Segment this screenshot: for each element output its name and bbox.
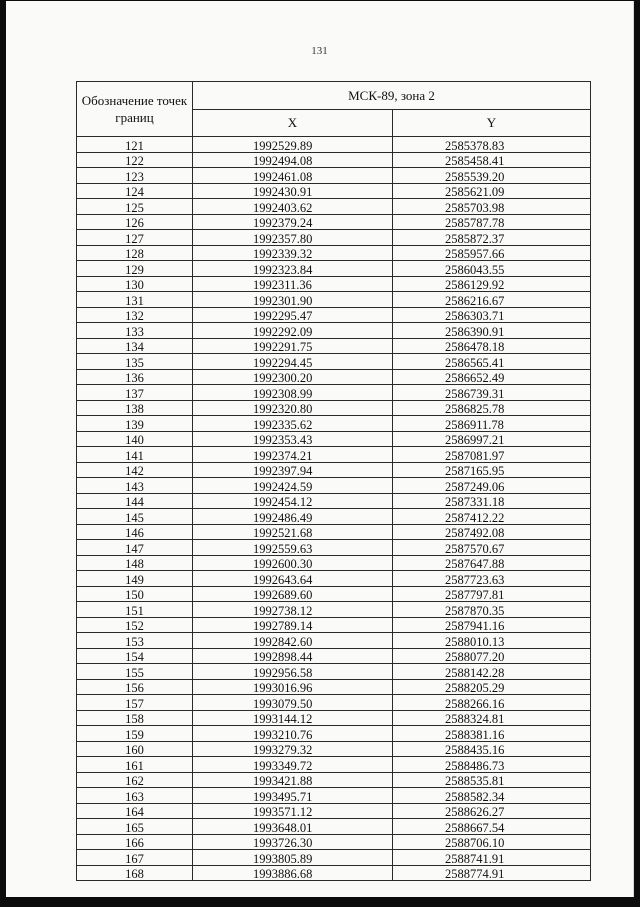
- x-coordinate: 1992600.30: [193, 555, 393, 571]
- point-number: 132: [77, 307, 193, 323]
- x-coordinate: 1992374.21: [193, 447, 393, 463]
- y-coordinate: 2588266.16: [393, 695, 591, 711]
- y-coordinate: 2587412.22: [393, 509, 591, 525]
- point-number: 152: [77, 617, 193, 633]
- y-coordinate: 2588010.13: [393, 633, 591, 649]
- y-coordinate: 2588486.73: [393, 757, 591, 773]
- point-number: 142: [77, 462, 193, 478]
- table-row: [77, 741, 591, 757]
- table-row: [77, 369, 591, 385]
- point-number: 143: [77, 478, 193, 494]
- x-coordinate: 1993571.12: [193, 803, 393, 819]
- table-row: [77, 137, 591, 153]
- point-number: 126: [77, 214, 193, 230]
- document-page: [6, 1, 634, 897]
- y-coordinate: 2587723.63: [393, 571, 591, 587]
- header-x: X: [193, 110, 393, 137]
- y-coordinate: 2586652.49: [393, 369, 591, 385]
- x-coordinate: 1992789.14: [193, 617, 393, 633]
- table-row: [77, 509, 591, 525]
- y-coordinate: 2586303.71: [393, 307, 591, 323]
- y-coordinate: 2586390.91: [393, 323, 591, 339]
- table-row: [77, 199, 591, 215]
- y-coordinate: 2588435.16: [393, 741, 591, 757]
- table-row: [77, 462, 591, 478]
- point-number: 157: [77, 695, 193, 711]
- point-number: 127: [77, 230, 193, 246]
- table-row: [77, 788, 591, 804]
- table-row: [77, 168, 591, 184]
- x-coordinate: 1992430.91: [193, 183, 393, 199]
- x-coordinate: 1992461.08: [193, 168, 393, 184]
- table-row: [77, 416, 591, 432]
- x-coordinate: 1993421.88: [193, 772, 393, 788]
- x-coordinate: 1993279.32: [193, 741, 393, 757]
- point-number: 155: [77, 664, 193, 680]
- x-coordinate: 1993144.12: [193, 710, 393, 726]
- x-coordinate: 1993886.68: [193, 865, 393, 881]
- x-coordinate: 1992486.49: [193, 509, 393, 525]
- x-coordinate: 1992643.64: [193, 571, 393, 587]
- table-row: [77, 524, 591, 540]
- table-row: [77, 803, 591, 819]
- x-coordinate: 1993648.01: [193, 819, 393, 835]
- table-row: [77, 245, 591, 261]
- x-coordinate: 1992494.08: [193, 152, 393, 168]
- x-coordinate: 1992357.80: [193, 230, 393, 246]
- table-row: [77, 152, 591, 168]
- x-coordinate: 1992397.94: [193, 462, 393, 478]
- table-row: [77, 540, 591, 556]
- point-number: 153: [77, 633, 193, 649]
- point-number: 166: [77, 834, 193, 850]
- point-number: 167: [77, 850, 193, 866]
- x-coordinate: 1992379.24: [193, 214, 393, 230]
- table-row: [77, 726, 591, 742]
- x-coordinate: 1992294.45: [193, 354, 393, 370]
- x-coordinate: 1992529.89: [193, 137, 393, 153]
- y-coordinate: 2585378.83: [393, 137, 591, 153]
- y-coordinate: 2587249.06: [393, 478, 591, 494]
- y-coordinate: 2588582.34: [393, 788, 591, 804]
- x-coordinate: 1993349.72: [193, 757, 393, 773]
- y-coordinate: 2586825.78: [393, 400, 591, 416]
- table-row: [77, 307, 591, 323]
- y-coordinate: 2586565.41: [393, 354, 591, 370]
- table-row: [77, 757, 591, 773]
- table-row: [77, 571, 591, 587]
- y-coordinate: 2586997.21: [393, 431, 591, 447]
- table-row: [77, 431, 591, 447]
- y-coordinate: 2587165.95: [393, 462, 591, 478]
- y-coordinate: 2586129.92: [393, 276, 591, 292]
- y-coordinate: 2585621.09: [393, 183, 591, 199]
- y-coordinate: 2588774.91: [393, 865, 591, 881]
- y-coordinate: 2588535.81: [393, 772, 591, 788]
- coordinates-table: [76, 81, 591, 881]
- table-row: [77, 276, 591, 292]
- point-number: 124: [77, 183, 193, 199]
- y-coordinate: 2587941.16: [393, 617, 591, 633]
- y-coordinate: 2588381.16: [393, 726, 591, 742]
- y-coordinate: 2585872.37: [393, 230, 591, 246]
- table-row: [77, 679, 591, 695]
- table-row: [77, 338, 591, 354]
- x-coordinate: 1992454.12: [193, 493, 393, 509]
- table-row: [77, 772, 591, 788]
- y-coordinate: 2588706.10: [393, 834, 591, 850]
- x-coordinate: 1992295.47: [193, 307, 393, 323]
- x-coordinate: 1992403.62: [193, 199, 393, 215]
- point-number: 165: [77, 819, 193, 835]
- table-row: [77, 478, 591, 494]
- x-coordinate: 1992335.62: [193, 416, 393, 432]
- table-row: [77, 292, 591, 308]
- table-row: [77, 261, 591, 277]
- table-row: [77, 664, 591, 680]
- point-number: 128: [77, 245, 193, 261]
- point-number: 162: [77, 772, 193, 788]
- point-number: 125: [77, 199, 193, 215]
- point-number: 144: [77, 493, 193, 509]
- x-coordinate: 1992353.43: [193, 431, 393, 447]
- x-coordinate: 1992842.60: [193, 633, 393, 649]
- point-number: 156: [77, 679, 193, 695]
- y-coordinate: 2587081.97: [393, 447, 591, 463]
- y-coordinate: 2585787.78: [393, 214, 591, 230]
- y-coordinate: 2588077.20: [393, 648, 591, 664]
- x-coordinate: 1992301.90: [193, 292, 393, 308]
- point-number: 159: [77, 726, 193, 742]
- table-row: [77, 648, 591, 664]
- point-number: 146: [77, 524, 193, 540]
- table-row: [77, 323, 591, 339]
- header-point-designation: Обозначение точек границ: [77, 82, 193, 137]
- x-coordinate: 1993079.50: [193, 695, 393, 711]
- x-coordinate: 1992559.63: [193, 540, 393, 556]
- point-number: 131: [77, 292, 193, 308]
- point-number: 135: [77, 354, 193, 370]
- point-number: 147: [77, 540, 193, 556]
- point-number: 161: [77, 757, 193, 773]
- x-coordinate: 1993805.89: [193, 850, 393, 866]
- table-row: [77, 493, 591, 509]
- table-row: [77, 819, 591, 835]
- point-number: 158: [77, 710, 193, 726]
- x-coordinate: 1992300.20: [193, 369, 393, 385]
- point-number: 141: [77, 447, 193, 463]
- point-number: 163: [77, 788, 193, 804]
- x-coordinate: 1992339.32: [193, 245, 393, 261]
- x-coordinate: 1992738.12: [193, 602, 393, 618]
- x-coordinate: 1992291.75: [193, 338, 393, 354]
- x-coordinate: 1992308.99: [193, 385, 393, 401]
- point-number: 154: [77, 648, 193, 664]
- x-coordinate: 1992323.84: [193, 261, 393, 277]
- point-number: 137: [77, 385, 193, 401]
- y-coordinate: 2585539.20: [393, 168, 591, 184]
- y-coordinate: 2587492.08: [393, 524, 591, 540]
- y-coordinate: 2586043.55: [393, 261, 591, 277]
- y-coordinate: 2587570.67: [393, 540, 591, 556]
- point-number: 134: [77, 338, 193, 354]
- y-coordinate: 2587647.88: [393, 555, 591, 571]
- table-row: [77, 633, 591, 649]
- table-row: [77, 602, 591, 618]
- y-coordinate: 2586911.78: [393, 416, 591, 432]
- x-coordinate: 1992956.58: [193, 664, 393, 680]
- table-row: [77, 865, 591, 881]
- table-row: [77, 230, 591, 246]
- table-row: [77, 214, 591, 230]
- point-number: 168: [77, 865, 193, 881]
- point-number: 133: [77, 323, 193, 339]
- x-coordinate: 1993210.76: [193, 726, 393, 742]
- table-row: [77, 447, 591, 463]
- point-number: 164: [77, 803, 193, 819]
- y-coordinate: 2585458.41: [393, 152, 591, 168]
- table-row: [77, 555, 591, 571]
- header-y: Y: [393, 110, 591, 137]
- x-coordinate: 1992320.80: [193, 400, 393, 416]
- x-coordinate: 1992292.09: [193, 323, 393, 339]
- y-coordinate: 2585957.66: [393, 245, 591, 261]
- y-coordinate: 2586216.67: [393, 292, 591, 308]
- table-row: [77, 354, 591, 370]
- table-row: [77, 617, 591, 633]
- table-row: [77, 400, 591, 416]
- header-coordinate-system: МСК-89, зона 2: [193, 82, 591, 110]
- x-coordinate: 1992521.68: [193, 524, 393, 540]
- point-number: 139: [77, 416, 193, 432]
- point-number: 130: [77, 276, 193, 292]
- y-coordinate: 2585703.98: [393, 199, 591, 215]
- table-body: [77, 137, 591, 881]
- table-row: [77, 183, 591, 199]
- page-number: 131: [311, 45, 328, 57]
- x-coordinate: 1992424.59: [193, 478, 393, 494]
- y-coordinate: 2588205.29: [393, 679, 591, 695]
- x-coordinate: 1993016.96: [193, 679, 393, 695]
- x-coordinate: 1992689.60: [193, 586, 393, 602]
- x-coordinate: 1992311.36: [193, 276, 393, 292]
- table-row: [77, 850, 591, 866]
- y-coordinate: 2588324.81: [393, 710, 591, 726]
- point-number: 148: [77, 555, 193, 571]
- point-number: 121: [77, 137, 193, 153]
- table-row: [77, 385, 591, 401]
- point-number: 151: [77, 602, 193, 618]
- point-number: 160: [77, 741, 193, 757]
- point-number: 123: [77, 168, 193, 184]
- point-number: 136: [77, 369, 193, 385]
- y-coordinate: 2588667.54: [393, 819, 591, 835]
- y-coordinate: 2587870.35: [393, 602, 591, 618]
- point-number: 122: [77, 152, 193, 168]
- y-coordinate: 2586739.31: [393, 385, 591, 401]
- point-number: 145: [77, 509, 193, 525]
- x-coordinate: 1993495.71: [193, 788, 393, 804]
- y-coordinate: 2588626.27: [393, 803, 591, 819]
- point-number: 138: [77, 400, 193, 416]
- y-coordinate: 2586478.18: [393, 338, 591, 354]
- point-number: 140: [77, 431, 193, 447]
- table-row: [77, 834, 591, 850]
- table-row: [77, 695, 591, 711]
- table-row: [77, 710, 591, 726]
- y-coordinate: 2587331.18: [393, 493, 591, 509]
- point-number: 150: [77, 586, 193, 602]
- point-number: 129: [77, 261, 193, 277]
- point-number: 149: [77, 571, 193, 587]
- x-coordinate: 1993726.30: [193, 834, 393, 850]
- y-coordinate: 2588741.91: [393, 850, 591, 866]
- y-coordinate: 2587797.81: [393, 586, 591, 602]
- x-coordinate: 1992898.44: [193, 648, 393, 664]
- table-row: [77, 586, 591, 602]
- y-coordinate: 2588142.28: [393, 664, 591, 680]
